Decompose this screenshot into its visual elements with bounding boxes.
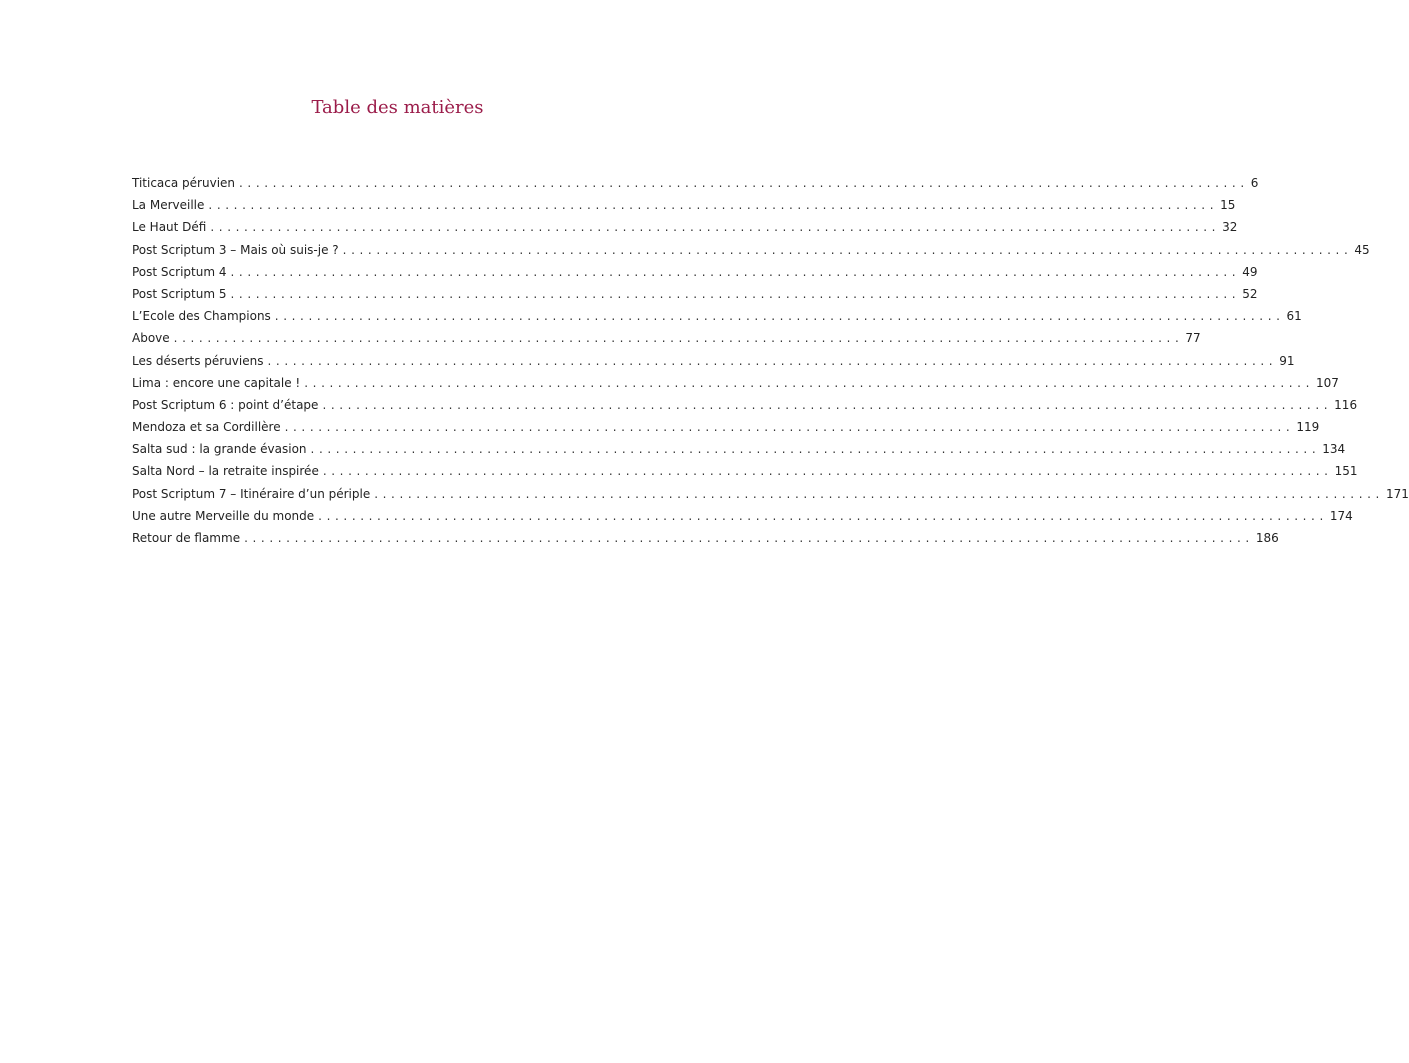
toc-entry-label: Le Haut Défi [132,220,207,235]
toc-entry [132,442,1346,464]
toc-entry-label: Post Scriptum 6 : point d’étape [132,397,319,412]
toc-entry [132,531,1279,553]
toc-entry [132,508,1353,531]
dot-leader: ........................................................................................................................ [322,464,1333,479]
toc-entry-label: Post Scriptum 3 – Mais où suis-je ? [132,242,339,257]
toc-entry-label: Salta Nord – la retraite inspirée [132,464,319,479]
dot-leader: ........................................................................................................................ [318,508,1328,523]
toc-entry [132,397,1358,420]
toc-entry-label: Post Scriptum 7 – Itinéraire d’un périple [132,486,371,501]
toc-entry-label: Une autre Merveille du monde [132,508,315,523]
toc-entry-page: 171 [1385,486,1409,501]
toc-entry-page: 134 [1322,442,1346,457]
dot-leader: ........................................................................................................................ [284,420,1295,435]
dot-leader: ........................................................................................................................ [310,442,1321,457]
dot-leader: ........................................................................................................................ [304,375,1314,390]
toc-entry-label: La Merveille [132,198,205,213]
toc-entry-page: 174 [1329,508,1353,523]
toc-entry [132,331,1201,353]
toc-entry [132,353,1295,376]
toc-entry-page: 32 [1222,220,1238,235]
toc-entry-page: 77 [1185,331,1201,346]
dot-leader: ........................................................................................................................ [230,264,1241,279]
dot-leader: ........................................................................................................................ [374,486,1384,501]
toc-entry-page: 116 [1334,397,1358,412]
toc-entry [132,486,1409,509]
dot-leader: ........................................................................................................................ [230,286,1241,301]
toc-entry-label: Lima : encore une capitale ! [132,375,301,390]
toc-entry [132,464,1358,486]
dot-leader: ........................................................................................................................ [173,331,1184,346]
toc-entry-label: L’Ecole des Champions [132,309,271,324]
toc-entry-page: 15 [1220,198,1236,213]
toc-entry-page: 151 [1334,464,1358,479]
dot-leader: ........................................................................................................................ [342,242,1353,257]
dot-leader: ........................................................................................................................ [274,309,1285,324]
toc-entry-page: 91 [1279,353,1295,368]
toc-entry-page: 61 [1286,309,1302,324]
toc-entry-page: 186 [1255,531,1279,545]
dot-leader: ........................................................................................................................ [322,397,1333,412]
toc-entry [132,242,1370,265]
dot-leader: ........................................................................................................................ [208,198,1219,213]
toc-entry-page: 107 [1315,375,1339,390]
toc-entry [132,375,1339,398]
toc-entry-page: 6 [1250,176,1259,190]
toc-entry-label: Mendoza et sa Cordillère [132,420,281,435]
toc-entry [132,264,1258,287]
toc-entry-page: 119 [1296,420,1320,435]
toc-entry-label: Above [132,331,170,346]
dot-leader: ........................................................................................................................ [210,220,1221,235]
toc-entry [132,309,1302,331]
toc-entry-label: Post Scriptum 4 [132,264,227,279]
page-title: Table des matières [311,97,484,118]
toc-entry [132,176,1259,198]
dot-leader: ........................................................................................................................ [244,531,1254,545]
toc-entry [132,286,1258,309]
toc-entry-label: Retour de flamme [132,531,241,545]
toc-entry-label: Les déserts péruviens [132,353,264,368]
toc-entry [132,420,1320,442]
toc-entry [132,220,1238,242]
dot-leader: ........................................................................................................................ [267,353,1278,368]
toc-entry-label: Titicaca péruvien [132,176,236,190]
table-of-contents [132,176,1409,553]
toc-entry-page: 45 [1354,242,1370,257]
toc-entry-label: Salta sud : la grande évasion [132,442,307,457]
toc-entry-label: Post Scriptum 5 [132,286,227,301]
dot-leader: ........................................................................................................................ [239,176,1249,190]
toc-entry-page: 49 [1242,264,1258,279]
toc-entry-page: 52 [1242,286,1258,301]
toc-entry [132,198,1236,220]
